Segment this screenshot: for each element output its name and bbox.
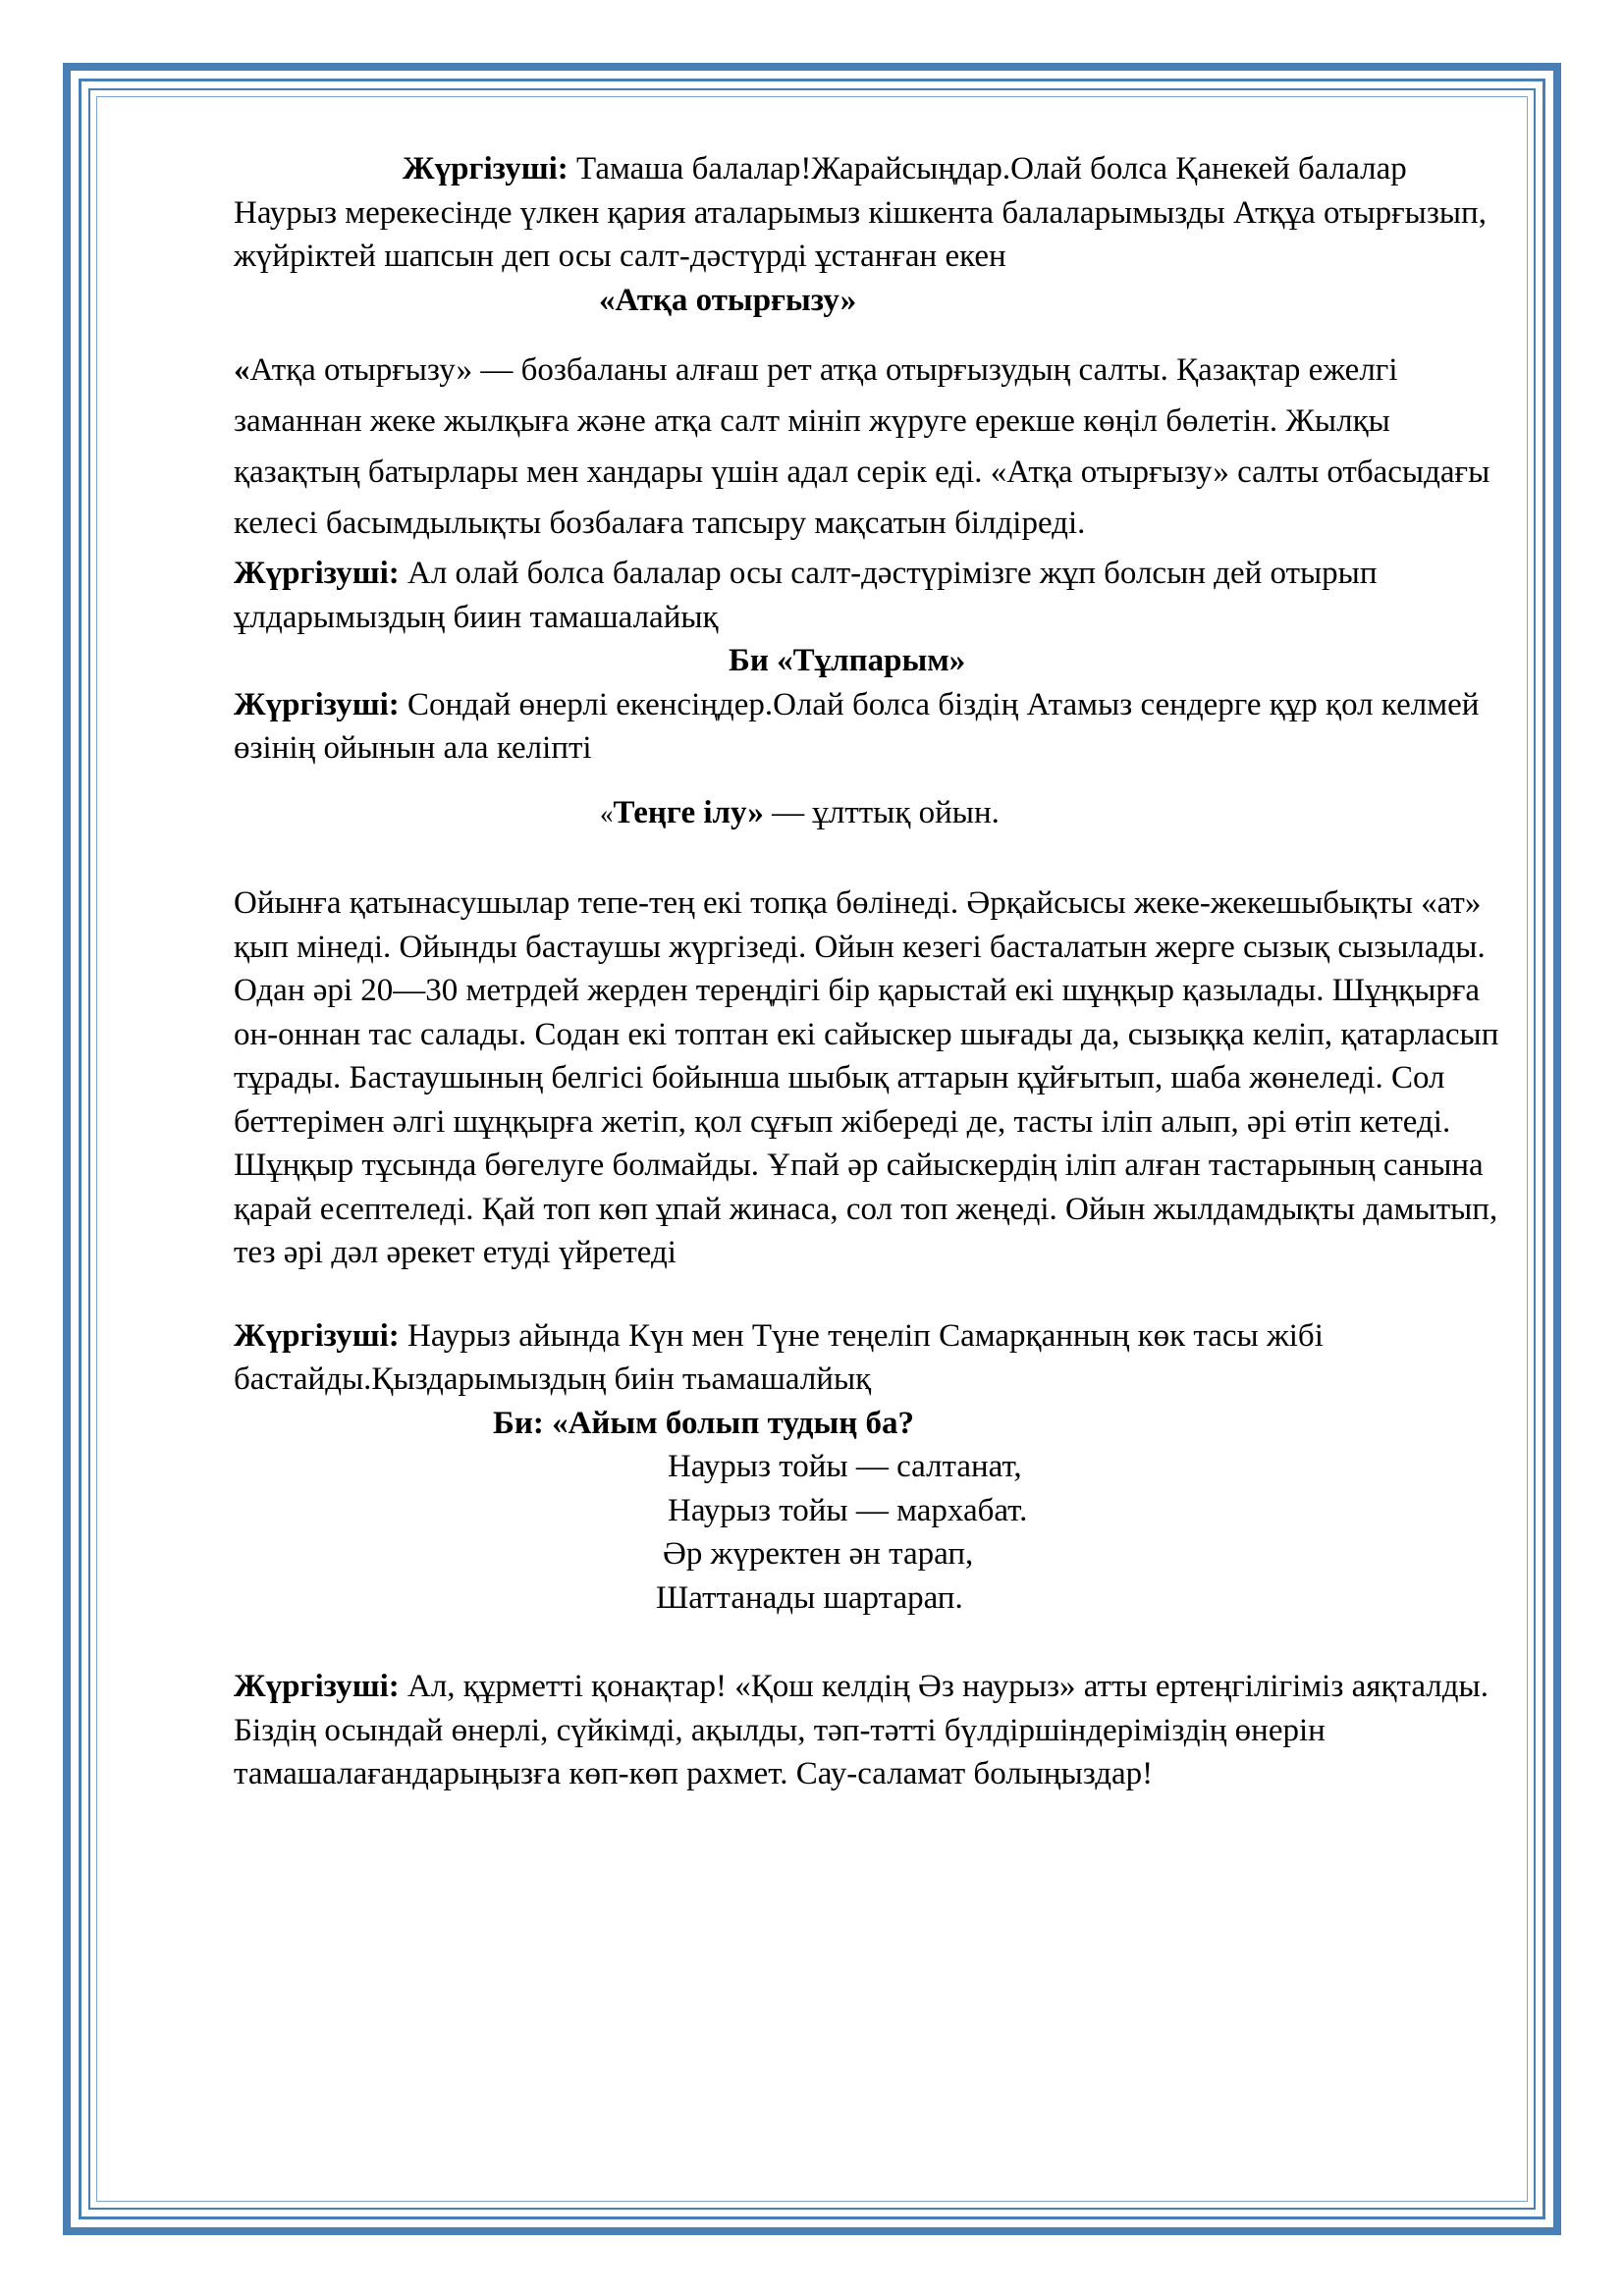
game-title: [234, 791, 1510, 836]
open-quote: «: [234, 352, 250, 388]
paragraph-game-rules: Ойынға қатынасушылар тепе-тең екі топқа бөлінеді. Әрқайсысы жеке-жекешыбықты «ат» қып мінеді. Ойынды бастаушы жүргізеді. Ойын кезегі басталатын жерге сызық сызылады. Одан әрі 20—30 метрдей жерден тереңдігі бір қарыстай екі шұңқыр қазылады. Шұңқырға он-оннан тас салады. Содан екі топтан екі сайыскер шығады да, сызыққа келіп, қатарласып тұрады. Бастаушының белгісі бойынша шыбық аттарын құйғытып, шаба жөнеледі. Сол беттерімен әлгі шұңқырға жетіп, қол сұғып жібереді де, тасты іліп алып, әрі өтіп кетеді. Шұңқыр тұсында бөгелуге болмайды. Ұпай әр сайыскердің іліп алған тастарының санына қарай есептеледі. Қай топ көп ұпай жинаса, сол топ жеңеді. Ойын жылдамдықты дамытып, тез әрі дәл әрекет етуді үйретеді: [234, 885, 1499, 1270]
game-subtitle: — ұлттық ойын.: [763, 794, 1000, 830]
paragraph-host-game: [234, 683, 1510, 771]
paragraph-host-intro: [234, 147, 1510, 279]
host-label: Жүргізуші:: [234, 556, 400, 591]
host-label: Жүргізуші:: [403, 151, 568, 187]
verse-line: Әр жүректен ән тарап,: [663, 1536, 974, 1572]
paragraph-atka-description: [234, 345, 1510, 549]
paragraph-text: Атқа отырғызу» — бозбаланы алғаш рет атқа отырғызудың салты. Қазақтар ежелгі заманнан жеке жылқыға және атқа салт мініп жүруге ерекше көңіл бөлетін. Жылқы қазақтың батырлары мен хандары үшін адал серік еді. «Атқа отырғызу» салты отбасыдағы келесі басымдылықты бозбалаға тапсыру мақсатын білдіреді.: [234, 352, 1490, 541]
dance-title-aiym: Би: «Айым болып тудың ба?: [493, 1405, 914, 1441]
host-label: Жүргізуші:: [234, 1669, 400, 1704]
verse-line: Наурыз тойы — салтанат,: [668, 1449, 1022, 1484]
paragraph-text: Наурыз айында Күн мен Түне теңеліп Самарқанның көк тасы жібі бастайды.Қыздарымыздың биін тьамашалйық: [234, 1317, 1324, 1397]
section-title-atka: «Атқа отырғызу»: [599, 282, 857, 318]
host-label: Жүргізуші:: [234, 1317, 400, 1354]
verse-line: Шаттанады шартарап.: [656, 1579, 963, 1616]
paragraph-host-closing: [234, 1665, 1510, 1796]
game-name: Теңге ілу»: [613, 794, 764, 830]
verse-line: Наурыз тойы — мархабат.: [668, 1492, 1028, 1528]
host-label: Жүргізуші:: [234, 686, 400, 722]
dance-title-tulparym: Би «Тұлпарым»: [729, 643, 966, 678]
paragraph-host-girls: [234, 1314, 1510, 1402]
paragraph-text: Сондай өнерлі екенсіңдер.Олай болса біздің Атамыз сендерге құр қол келмей өзінің ойынын ала келіпті: [234, 686, 1480, 766]
paragraph-text: Тамаша балалар!Жарайсыңдар.Олай болса Қанекей балалар Наурыз мерекесінде үлкен қария аталарымыз кішкента балаларымызды Атқұа отырғызып, жүйріктей шапсын деп осы салт-дәстүрді ұстанған екен: [234, 151, 1487, 274]
game-open-quote: «: [600, 798, 614, 828]
paragraph-host-boys: [234, 552, 1510, 639]
paragraph-text: Ал, құрметті қонақтар! «Қош келдің Әз наурыз» атты ертеңгілігіміз аяқталды. Біздің осындай өнерлі, сүйкімді, ақылды, тәп-тәтті бүлдіршіндеріміздің өнерін тамашалағандарыңызға көп-көп рахмет. Сау-саламат болыңыздар!: [234, 1669, 1489, 1791]
paragraph-text: Ал олай болса балалар осы салт-дәстүрімізге жұп болсын дей отырып ұлдарымыздың биин тамашалайық: [234, 556, 1378, 635]
document-page: [234, 147, 1510, 1796]
